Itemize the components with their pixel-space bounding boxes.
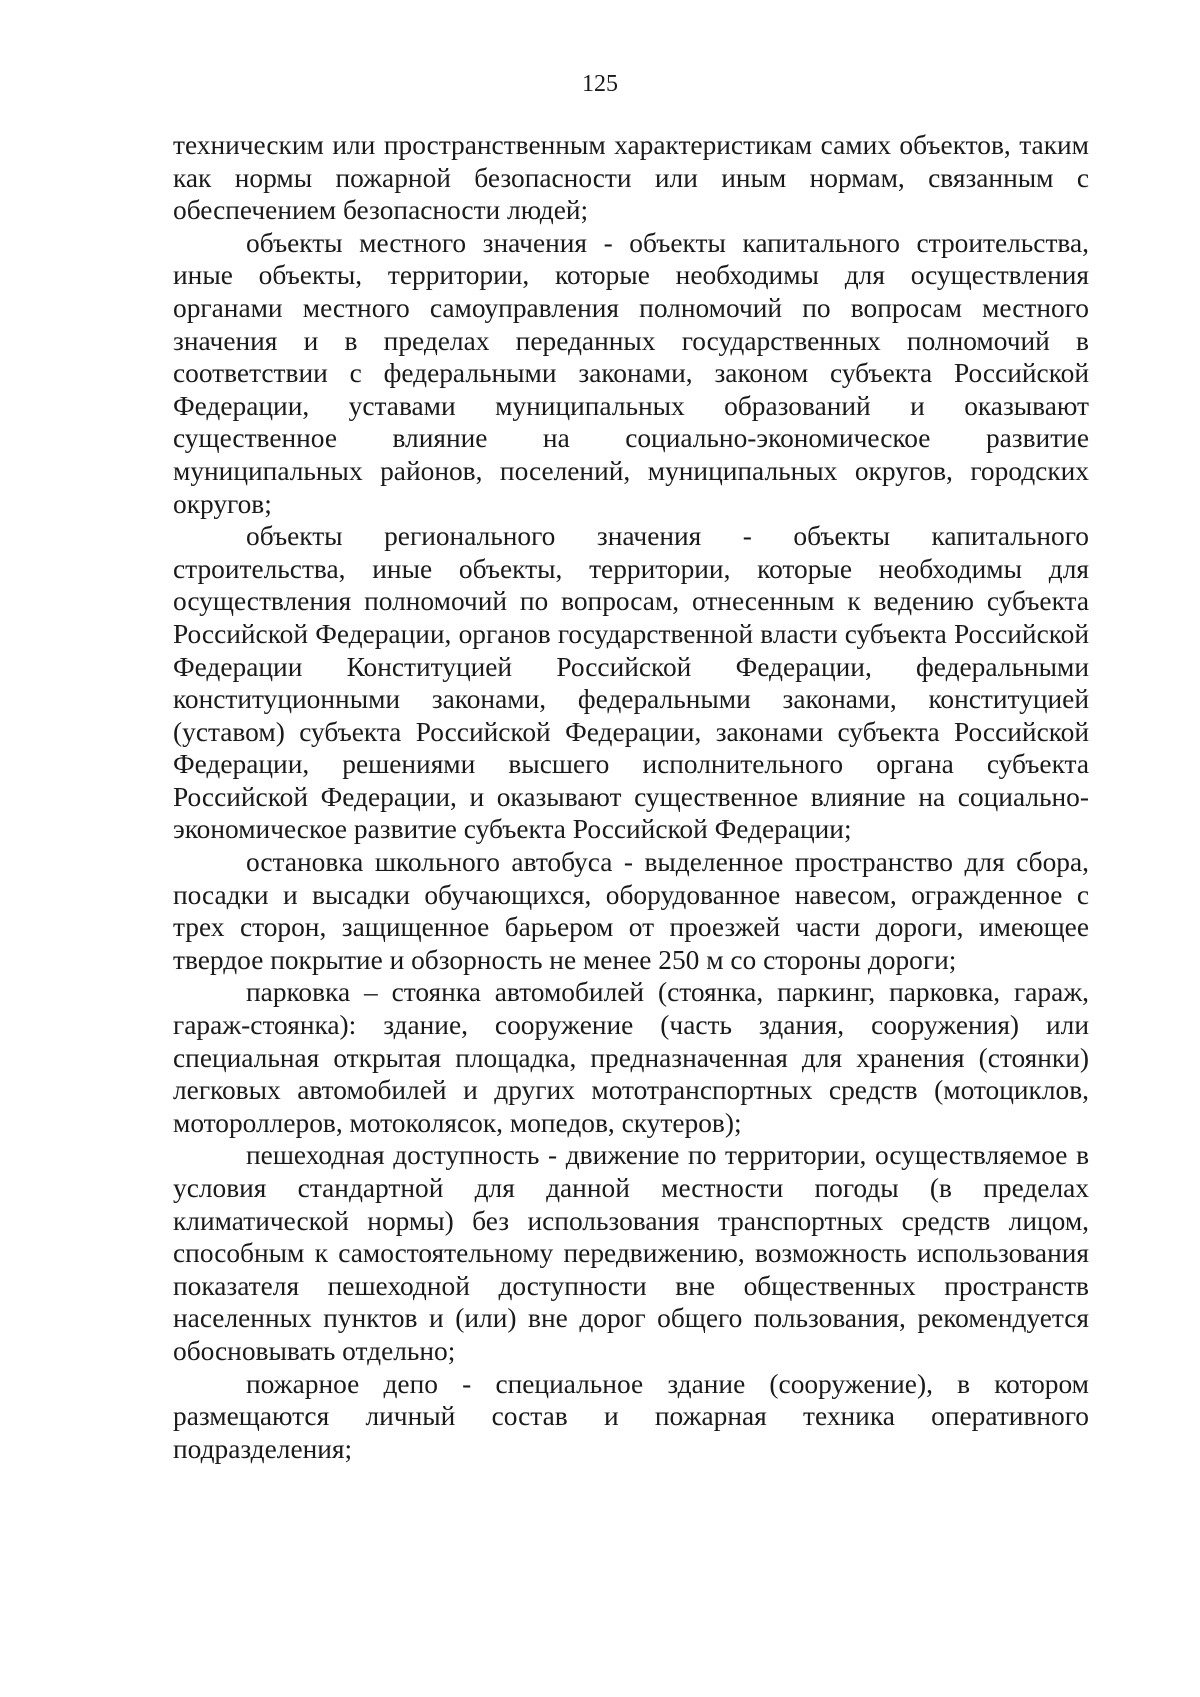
paragraph-local-objects: объекты местного значения - объекты капитального строительства, иные объекты, территории, которые необходимы для осуществления органами местного самоуправления полномочий по вопросам местного значения и в пределах переданных государственных полномочий в соответствии с федеральными законами, законом субъекта Российской Федерации, уставами муниципальных образований и оказывают существенное влияние на социально-экономическое развитие муниципальных районов, поселений, муниципальных округов, городских округов; [173, 227, 1089, 519]
document-body [173, 129, 1089, 1465]
page-number: 125 [582, 71, 618, 97]
paragraph-pedestrian-access: пешеходная доступность - движение по территории, осуществляемое в условия стандартной для данной местности погоды (в пределах климатической нормы) без использования транспортных средств лицом, способным к самостоятельному передвижению, возможность использования показателя пешеходной доступности вне общественных пространств населенных пунктов и (или) вне дорог общего пользования, рекомендуется обосновывать отдельно; [173, 1140, 1089, 1366]
paragraph-continuation: техническим или пространственным характеристикам самих объектов, таким как нормы пожарной безопасности или иным нормам, связанным с обеспечением безопасности людей; [173, 130, 1089, 226]
paragraph-regional-objects: объекты регионального значения - объекты капитального строительства, иные объекты, территории, которые необходимы для осуществления полномочий по вопросам, отнесенным к ведению субъекта Российской Федерации, органов государственной власти субъекта Российской Федерации Конституцией Российской Федерации, федеральными конституционными законами, федеральными законами, конституцией (уставом) субъекта Российской Федерации, законами субъекта Российской Федерации, решениями высшего исполнительного органа субъекта Российской Федерации, и оказывают существенное влияние на социально-экономическое развитие субъекта Российской Федерации; [173, 521, 1089, 845]
paragraph-school-bus-stop: остановка школьного автобуса - выделенное пространство для сбора, посадки и высадки обучающихся, оборудованное навесом, огражденное с трех сторон, защищенное барьером от проезжей части дороги, имеющее твердое покрытие и обзорность не менее 250 м со стороны дороги; [173, 847, 1089, 975]
paragraph-parking: парковка – стоянка автомобилей (стоянка, паркинг, парковка, гараж, гараж-стоянка): здание, сооружение (часть здания, сооружения) или специальная открытая площадка, предназначенная для хранения (стоянки) легковых автомобилей и других мототранспортных средств (мотоциклов, мотороллеров, мотоколясок, мопедов, скутеров); [173, 977, 1089, 1138]
paragraph-fire-depot: пожарное депо - специальное здание (сооружение), в котором размещаются личный состав и пожарная техника оперативного подразделения; [173, 1368, 1089, 1464]
